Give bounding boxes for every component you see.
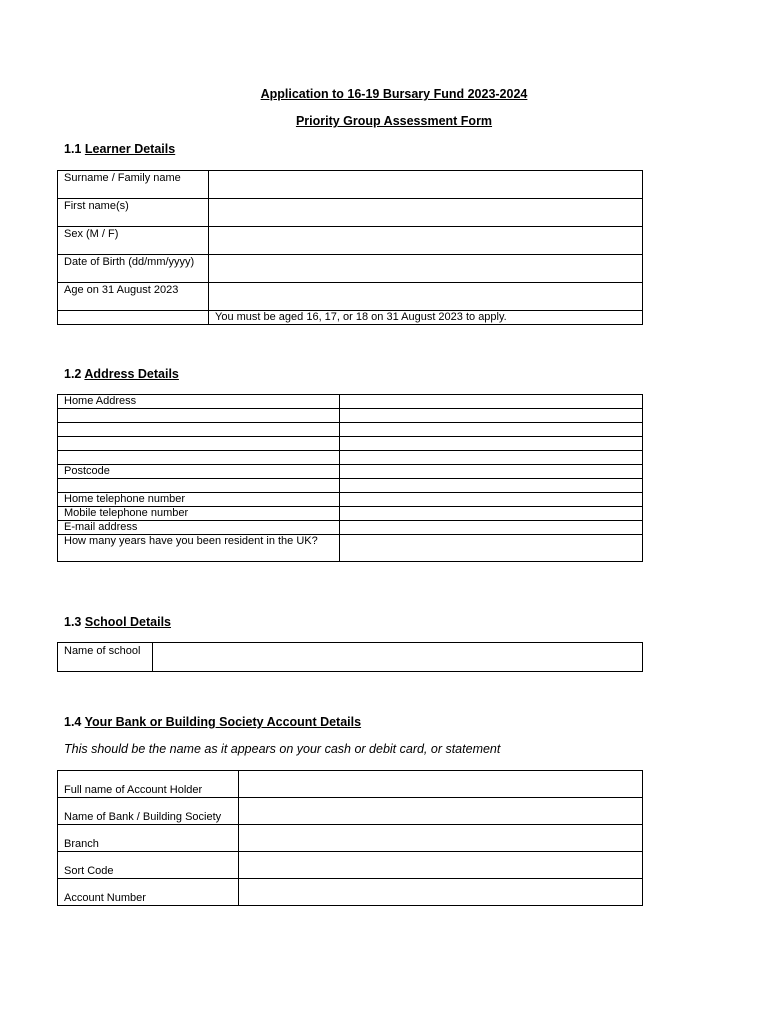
- field-label: Home telephone number: [58, 493, 340, 507]
- email-input[interactable]: [340, 521, 643, 535]
- account-holder-input[interactable]: [239, 771, 643, 798]
- field-label: Full name of Account Holder: [58, 771, 239, 798]
- address-line-4-extra-input[interactable]: [340, 437, 643, 451]
- account-number-input[interactable]: [239, 879, 643, 906]
- field-label: Sort Code: [58, 852, 239, 879]
- section-title: Learner Details: [84, 142, 176, 156]
- section-number: 1.1: [64, 142, 82, 156]
- table-row: [58, 171, 643, 199]
- date-of-birth-input[interactable]: [209, 255, 643, 283]
- school-name-input[interactable]: [153, 643, 643, 672]
- bank-name-instruction: This should be the name as it appears on your cash or debit card, or statement: [64, 742, 501, 756]
- field-label: Account Number: [58, 879, 239, 906]
- table-row: [58, 771, 643, 798]
- table-row: [58, 825, 643, 852]
- table-row: [58, 199, 643, 227]
- table-row: [58, 479, 643, 493]
- home-phone-input[interactable]: [340, 493, 643, 507]
- field-label: Branch: [58, 825, 239, 852]
- table-row: [58, 255, 643, 283]
- age-requirement-note: You must be aged 16, 17, or 18 on 31 August 2023 to apply.: [209, 311, 643, 325]
- field-label: First name(s): [58, 199, 209, 227]
- address-line-3-extra-input[interactable]: [340, 423, 643, 437]
- section-heading-bank: [64, 715, 361, 729]
- section-heading-learner: [64, 142, 175, 156]
- section-heading-school: [64, 615, 171, 629]
- bank-name-input[interactable]: [239, 798, 643, 825]
- field-label: How many years have you been resident in the UK?: [58, 535, 340, 562]
- field-label: Mobile telephone number: [58, 507, 340, 521]
- table-row: [58, 879, 643, 906]
- table-row: [58, 227, 643, 255]
- branch-input[interactable]: [239, 825, 643, 852]
- section-title: Your Bank or Building Society Account Details: [84, 715, 362, 729]
- section-title: School Details: [84, 615, 172, 629]
- field-label: Age on 31 August 2023: [58, 283, 209, 311]
- table-row: [58, 437, 643, 451]
- mobile-phone-input[interactable]: [340, 507, 643, 521]
- address-line-2-extra-input[interactable]: [340, 409, 643, 423]
- learner-details-table: [57, 170, 643, 325]
- field-label: E-mail address: [58, 521, 340, 535]
- section-number: 1.2: [64, 367, 82, 381]
- table-row: [58, 507, 643, 521]
- spacer-cell: [58, 479, 340, 493]
- section-number: 1.4: [64, 715, 82, 729]
- age-input[interactable]: [209, 283, 643, 311]
- address-line-2-input[interactable]: [58, 409, 340, 423]
- section-title: Address Details: [84, 367, 179, 381]
- table-row: [58, 395, 643, 409]
- form-title: Application to 16-19 Bursary Fund 2023-2024: [260, 87, 528, 101]
- field-label: Name of Bank / Building Society: [58, 798, 239, 825]
- table-row: [58, 852, 643, 879]
- first-name-input[interactable]: [209, 199, 643, 227]
- surname-input[interactable]: [209, 171, 643, 199]
- table-row: [58, 521, 643, 535]
- section-number: 1.3: [64, 615, 82, 629]
- table-row: [58, 283, 643, 311]
- bank-details-table: [57, 770, 643, 906]
- table-row: [58, 465, 643, 479]
- field-label: Surname / Family name: [58, 171, 209, 199]
- address-line-4-input[interactable]: [58, 437, 340, 451]
- address-line-1-input[interactable]: [340, 395, 643, 409]
- field-label: Sex (M / F): [58, 227, 209, 255]
- table-row: [58, 409, 643, 423]
- form-subtitle: Priority Group Assessment Form: [295, 114, 493, 128]
- table-row: [58, 451, 643, 465]
- address-line-3-input[interactable]: [58, 423, 340, 437]
- field-label: Date of Birth (dd/mm/yyyy): [58, 255, 209, 283]
- residency-years-input[interactable]: [340, 535, 643, 562]
- address-line-5-input[interactable]: [58, 451, 340, 465]
- table-row: [58, 423, 643, 437]
- postcode-input[interactable]: [340, 465, 643, 479]
- address-details-table: [57, 394, 643, 562]
- address-line-5-extra-input[interactable]: [340, 451, 643, 465]
- table-row: [58, 535, 643, 562]
- field-label: Name of school: [58, 643, 153, 672]
- empty-cell: [58, 311, 209, 325]
- table-row: [58, 493, 643, 507]
- table-row: [58, 643, 643, 672]
- section-heading-address: [64, 367, 179, 381]
- school-details-table: [57, 642, 643, 672]
- sex-input[interactable]: [209, 227, 643, 255]
- field-label: Postcode: [58, 465, 340, 479]
- table-row: [58, 798, 643, 825]
- sort-code-input[interactable]: [239, 852, 643, 879]
- spacer-cell: [340, 479, 643, 493]
- field-label: Home Address: [58, 395, 340, 409]
- table-row: [58, 311, 643, 325]
